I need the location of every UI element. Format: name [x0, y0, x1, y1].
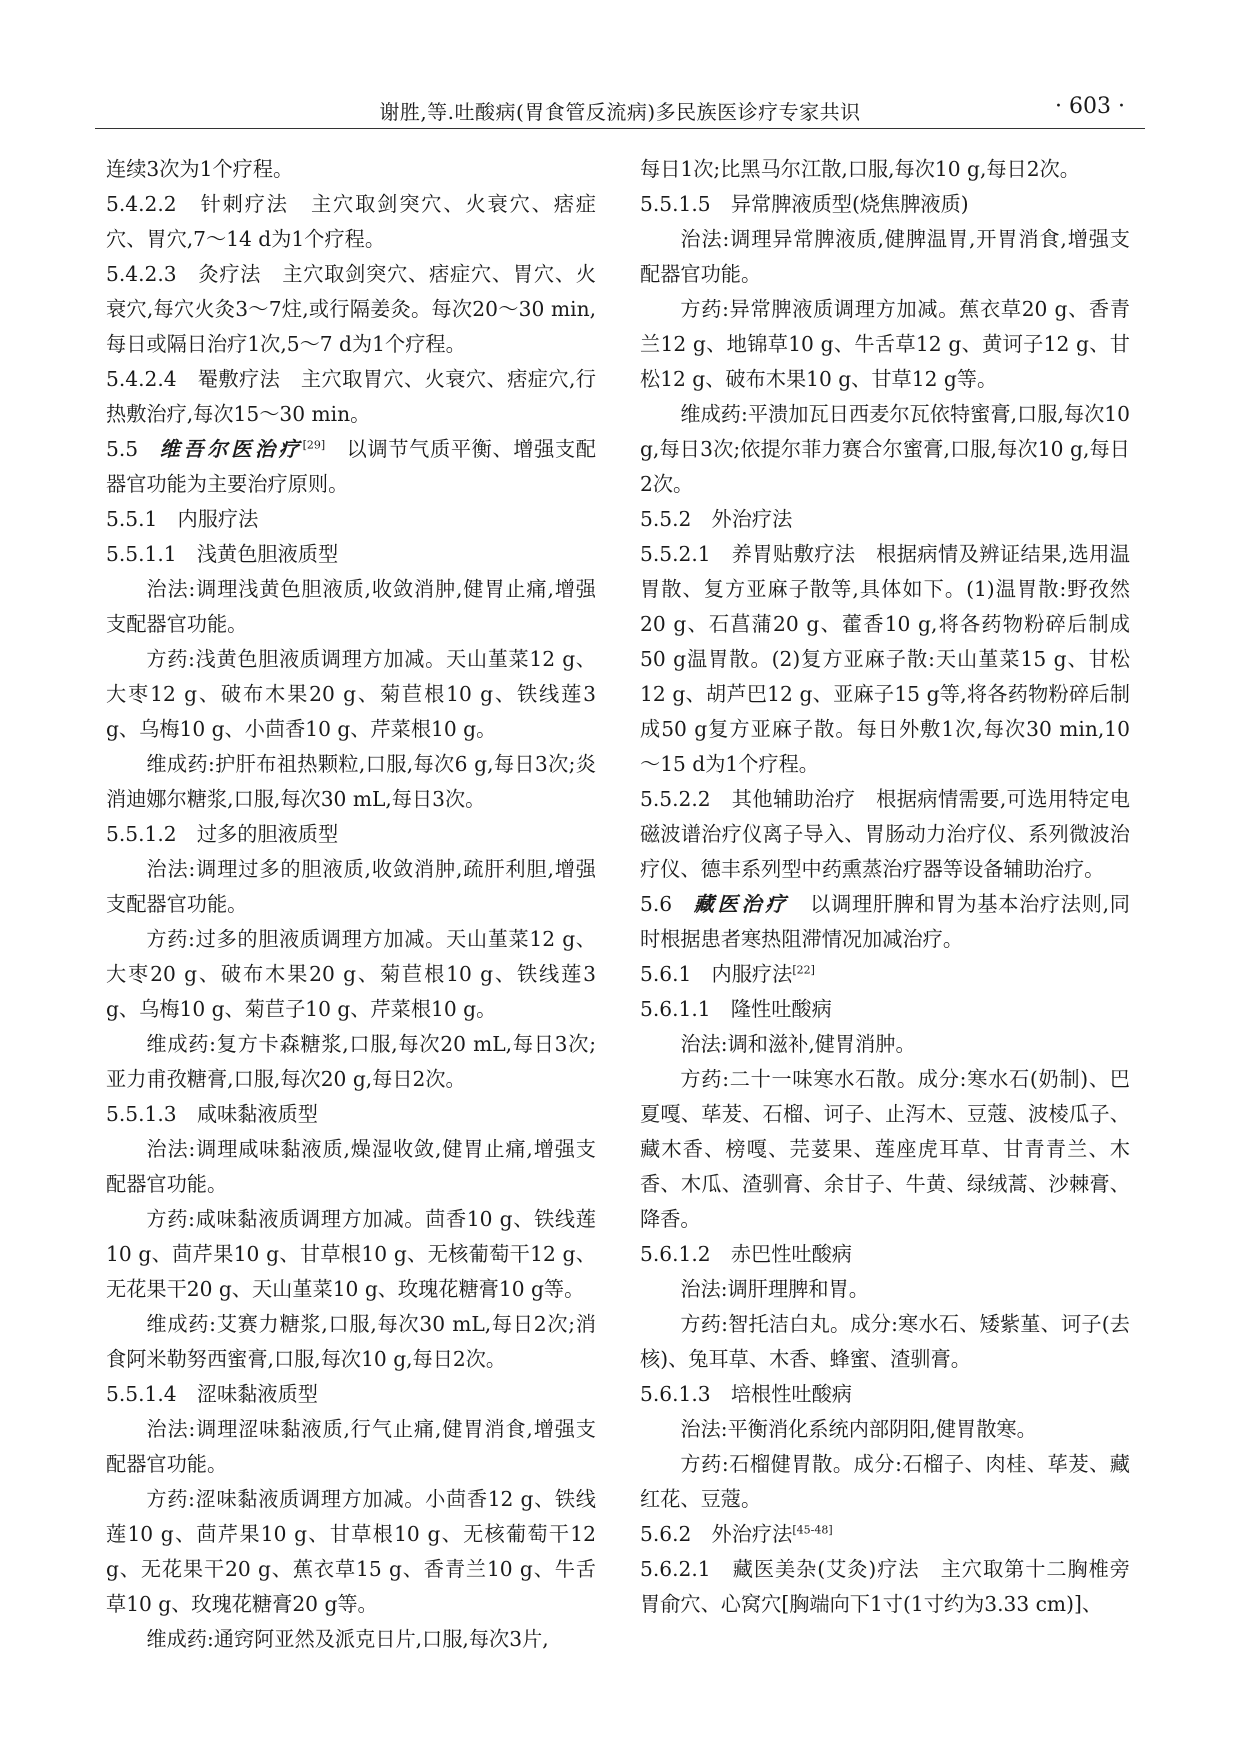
subsection-heading: 5.6.1.2 赤巴性吐酸病	[640, 1242, 852, 1266]
section-paragraph: 5.5.2.2 其他辅助治疗 根据病情需要,可选用特定电磁波谱治疗仪离子导入、胃肠动力治疗仪、系列微波治疗仪、德丰系列型中药熏蒸治疗器等设备辅助治疗。	[640, 787, 1130, 881]
paragraph: 方药:咸味黏液质调理方加减。茴香10 g、铁线莲10 g、茴芹果10 g、甘草根10 g、无核葡萄干12 g、无花果干20 g、天山堇菜10 g、玫瑰花糖膏10 g等。	[106, 1207, 596, 1301]
subsection-heading	[640, 957, 1130, 992]
citation: [45-48]	[792, 1523, 833, 1537]
paragraph: 维成药:平溃加瓦日西麦尔瓦依特蜜膏,口服,每次10 g,每日3次;依提尔菲力赛合尔蜜膏,口服,每次10 g,每日2次。	[640, 402, 1130, 496]
paragraph: 治法:调理异常脾液质,健脾温胃,开胃消食,增强支配器官功能。	[640, 227, 1130, 286]
right-column	[640, 152, 1130, 1622]
subsection-heading: 5.5.1.5 异常脾液质型(烧焦脾液质)	[640, 192, 969, 216]
paragraph: 方药:异常脾液质调理方加减。蕉衣草20 g、香青兰12 g、地锦草10 g、牛舌草12 g、黄诃子12 g、甘松12 g、破布木果10 g、甘草12 g等。	[640, 297, 1130, 391]
section-number: 5.5	[106, 437, 160, 461]
subsection-heading: 5.5.1.4 涩味黏液质型	[106, 1382, 318, 1406]
page-number: · 603 ·	[1055, 94, 1125, 119]
paragraph: 方药:涩味黏液质调理方加减。小茴香12 g、铁线莲10 g、茴芹果10 g、甘草根10 g、无核葡萄干12 g、无花果干20 g、蕉衣草15 g、香青兰10 g、牛舌草10 g、玫瑰花糖膏20 g等。	[106, 1487, 596, 1616]
paragraph: 方药:智托洁白丸。成分:寒水石、矮紫堇、诃子(去核)、兔耳草、木香、蜂蜜、渣驯膏。	[640, 1312, 1130, 1371]
section-heading-tibetan	[640, 887, 1130, 957]
paragraph: 维成药:通窍阿亚然及派克日片,口服,每次3片,	[146, 1627, 549, 1651]
paragraph: 治法:平衡消化系统内部阴阳,健胃散寒。	[680, 1417, 1037, 1441]
subsection-title: 5.6.1 内服疗法	[640, 962, 793, 986]
citation: [29]	[302, 438, 326, 452]
section-paragraph: 5.5.2.1 养胃贴敷疗法 根据病情及辨证结果,选用温胃散、复方亚麻子散等,具体如下。(1)温胃散:野孜然20 g、石菖蒲20 g、藿香10 g,将各药物粉碎后制成50 g温胃散。(2)复方亚麻子散:天山堇菜15 g、甘松12 g、胡芦巴12 g、亚麻子15 g等,将各药物粉碎后制成50 g复方亚麻子散。每日外敷1次,每次30 min,10～15 d为1个疗程。	[640, 542, 1130, 776]
section-heading-uyghur	[106, 432, 596, 502]
subsection-heading	[640, 1517, 1130, 1552]
paragraph: 连续3次为1个疗程。	[106, 157, 294, 181]
subsection-heading: 5.6.1.3 培根性吐酸病	[640, 1382, 852, 1406]
section-title: 维吾尔医治疗	[159, 437, 303, 461]
paragraph: 维成药:艾赛力糖浆,口服,每次30 mL,每日2次;消食阿米勒努西蜜膏,口服,每次10 g,每日2次。	[106, 1312, 596, 1371]
paragraph: 方药:浅黄色胆液质调理方加减。天山堇菜12 g、大枣12 g、破布木果20 g、菊苣根10 g、铁线莲3 g、乌梅10 g、小茴香10 g、芹菜根10 g。	[106, 647, 596, 741]
section-lead: 以调节气质平衡、增强支配器官功能为主要治疗原则。	[106, 437, 596, 496]
section-paragraph: 5.4.2.3 灸疗法 主穴取剑突穴、痞症穴、胃穴、火衰穴,每穴火灸3～7炷,或行隔姜灸。每次20～30 min,每日或隔日治疗1次,5～7 d为1个疗程。	[106, 262, 596, 356]
paragraph: 治法:调理浅黄色胆液质,收敛消肿,健胃止痛,增强支配器官功能。	[106, 577, 596, 636]
subsection-heading: 5.5.1 内服疗法	[106, 507, 259, 531]
paragraph: 方药:二十一味寒水石散。成分:寒水石(奶制)、巴夏嘎、荜茇、石榴、诃子、止泻木、豆蔻、波棱瓜子、藏木香、榜嘎、芫荽果、莲座虎耳草、甘青青兰、木香、木瓜、渣驯膏、余甘子、牛黄、绿绒蒿、沙棘膏、降香。	[640, 1067, 1130, 1231]
subsection-heading: 5.5.2 外治疗法	[640, 507, 793, 531]
paragraph: 每日1次;比黑马尔江散,口服,每次10 g,每日2次。	[640, 157, 1080, 181]
paragraph: 维成药:护肝布祖热颗粒,口服,每次6 g,每日3次;炎消迪娜尔糖浆,口服,每次30 mL,每日3次。	[106, 752, 596, 811]
left-column	[106, 152, 596, 1657]
section-paragraph: 5.4.2.4 罨敷疗法 主穴取胃穴、火衰穴、痞症穴,行热敷治疗,每次15～30 min。	[106, 367, 596, 426]
paragraph: 治法:调理涩味黏液质,行气止痛,健胃消食,增强支配器官功能。	[106, 1417, 596, 1476]
paragraph: 治法:调理咸味黏液质,燥湿收敛,健胃止痛,增强支配器官功能。	[106, 1137, 596, 1196]
section-paragraph: 5.6.2.1 藏医美杂(艾灸)疗法 主穴取第十二胸椎旁胃俞穴、心窝穴[胸端向下1寸(1寸约为3.33 cm)]、	[640, 1557, 1130, 1616]
section-title: 藏医治疗	[693, 892, 790, 916]
subsection-heading: 5.5.1.1 浅黄色胆液质型	[106, 542, 339, 566]
section-paragraph: 5.4.2.2 针刺疗法 主穴取剑突穴、火衰穴、痞症穴、胃穴,7～14 d为1个疗程。	[106, 192, 596, 251]
section-number: 5.6	[640, 892, 694, 916]
paragraph: 方药:石榴健胃散。成分:石榴子、肉桂、荜茇、藏红花、豆蔻。	[640, 1452, 1130, 1511]
citation: [22]	[792, 963, 815, 977]
section-lead: 以调理肝脾和胃为基本治疗法则,同时根据患者寒热阻滞情况加减治疗。	[640, 892, 1130, 951]
subsection-heading: 5.6.1.1 隆性吐酸病	[640, 997, 832, 1021]
subsection-title: 5.6.2 外治疗法	[640, 1522, 793, 1546]
header-title: 谢胜,等.吐酸病(胃食管反流病)多民族医诊疗专家共识	[379, 100, 861, 124]
paragraph: 治法:调和滋补,健胃消肿。	[680, 1032, 916, 1056]
running-header	[95, 94, 1145, 129]
paragraph: 治法:调肝理脾和胃。	[680, 1277, 869, 1301]
paragraph: 治法:调理过多的胆液质,收敛消肿,疏肝利胆,增强支配器官功能。	[106, 857, 596, 916]
paragraph: 维成药:复方卡森糖浆,口服,每次20 mL,每日3次;亚力甫孜糖膏,口服,每次20 g,每日2次。	[106, 1032, 596, 1091]
subsection-heading: 5.5.1.2 过多的胆液质型	[106, 822, 339, 846]
subsection-heading: 5.5.1.3 咸味黏液质型	[106, 1102, 318, 1126]
paragraph: 方药:过多的胆液质调理方加减。天山堇菜12 g、大枣20 g、破布木果20 g、菊苣根10 g、铁线莲3 g、乌梅10 g、菊苣子10 g、芹菜根10 g。	[106, 927, 596, 1021]
